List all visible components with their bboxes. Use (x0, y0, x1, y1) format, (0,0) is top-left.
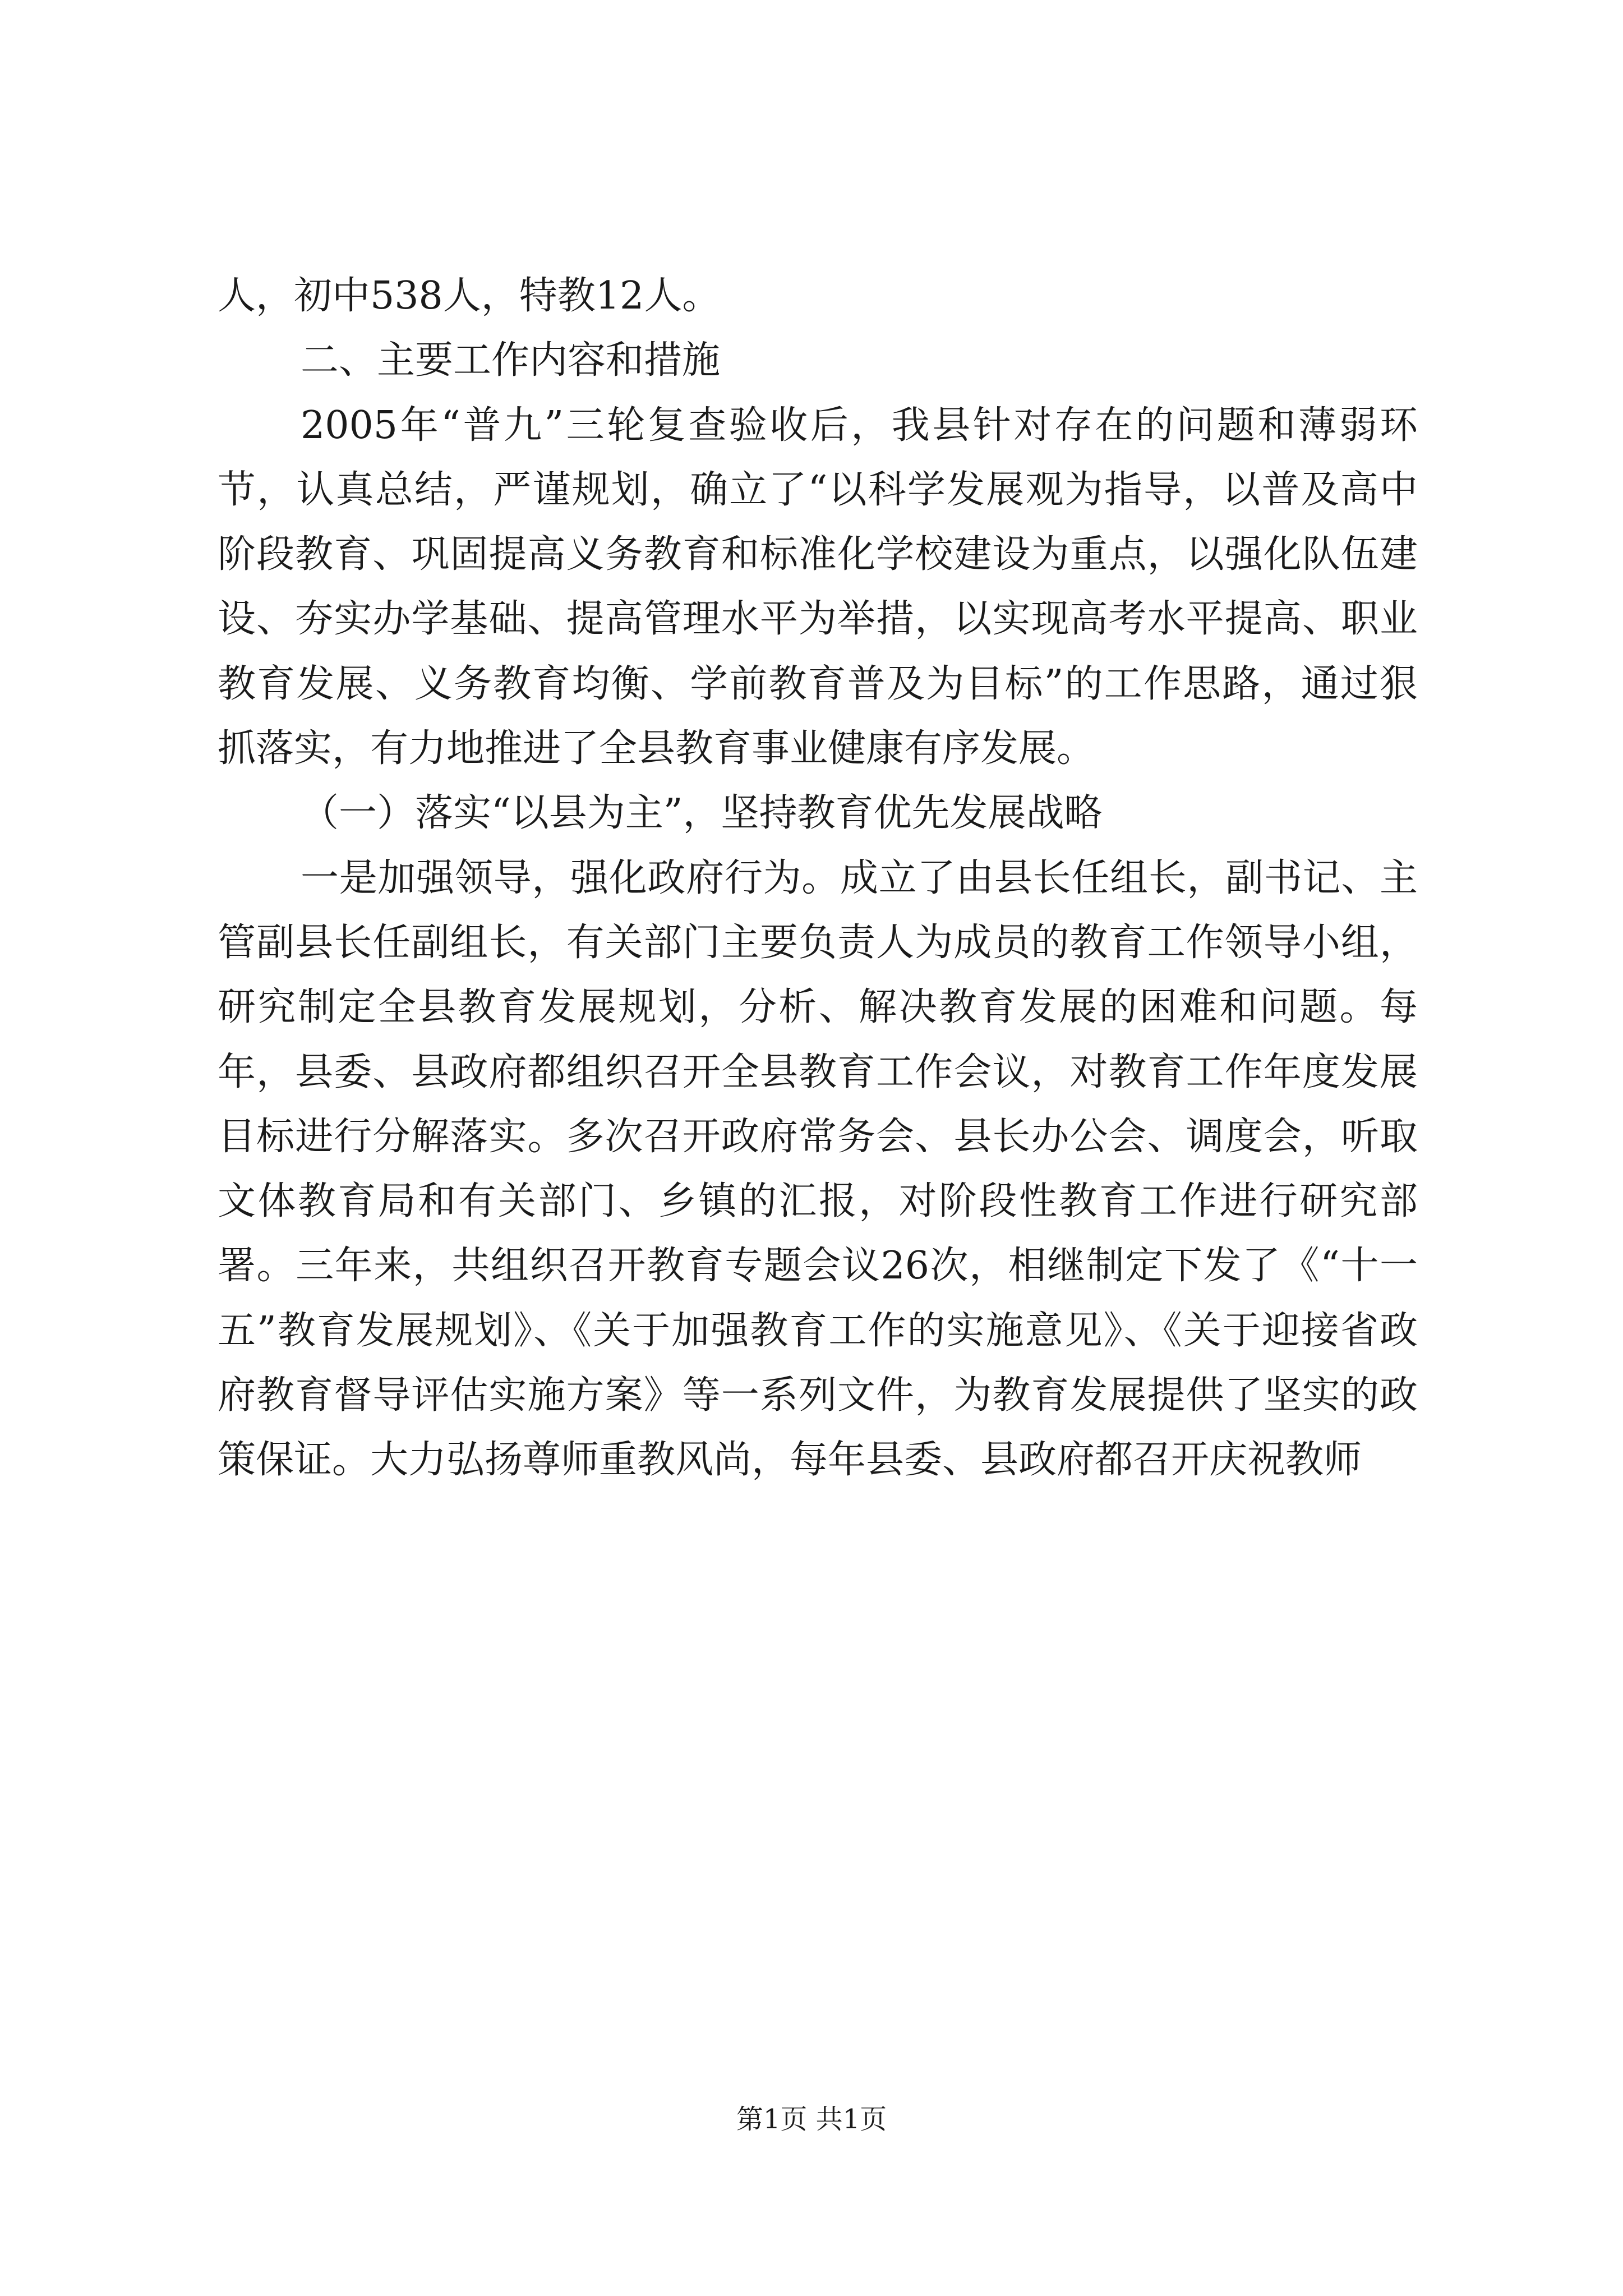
subsection-heading: （一）落实“以县为主”，坚持教育优先发展战略 (301, 791, 1103, 836)
page-footer: 第1页 共1页 (736, 2104, 887, 2135)
paragraph: 一是加强领导，强化政府行为。成立了由县长任组长，副书记、主管副县长任副组长，有关部门主要负责人为成员的教育工作领导小组，研究制定全县教育发展规划，分析、解决教育发展的困难和问题。每年，县委、县政府都组织召开全县教育工作会议，对教育工作年度发展目标进行分解落实。多次召开政府常务会、县长办公会、调度会，听取文体教育局和有关部门、乡镇的汇报，对阶段性教育工作进行研究部署。三年来，共组织召开教育专题会议26次，相继制定下发了《“十一五”教育发展规划》、《关于加强教育工作的实施意见》、《关于迎接省政府教育督导评估实施方案》等一系列文件，为教育发展提供了坚实的政策保证。大力弘扬尊师重教风尚，每年县委、县政府都召开庆祝教师 (218, 855, 1418, 1483)
section-heading: 二、主要工作内容和措施 (301, 338, 721, 383)
paragraph: 2005年“普九”三轮复查验收后，我县针对存在的问题和薄弱环节，认真总结，严谨规划，确立了“以科学发展观为指导，以普及高中阶段教育、巩固提高义务教育和标准化学校建设为重点，以强化队伍建设、夯实办学基础、提高管理水平为举措，以实现高考水平提高、职业教育发展、义务教育均衡、学前教育普及为目标”的工作思路，通过狠抓落实，有力地推进了全县教育事业健康有序发展。 (218, 403, 1418, 771)
paragraph-continuation: 人，初中538人，特教12人。 (218, 274, 721, 318)
document-body (218, 264, 1418, 1493)
